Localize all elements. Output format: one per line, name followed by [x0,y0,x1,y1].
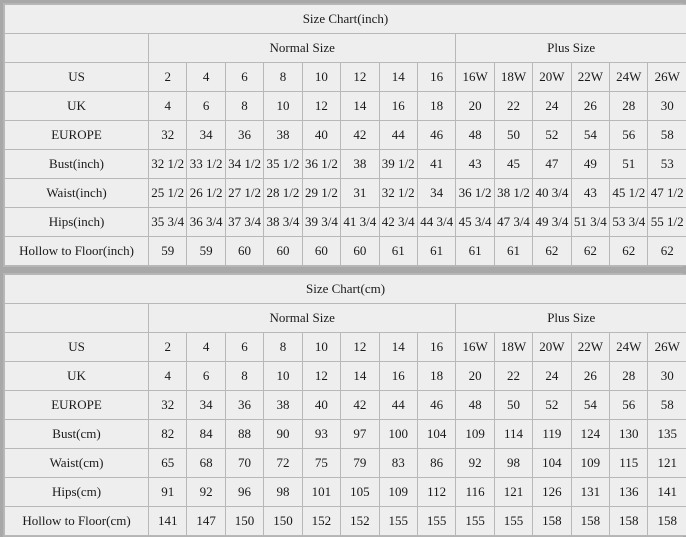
group-header-normal: Normal Size [149,304,456,333]
table-cell: 46 [417,121,455,150]
table-cell: 14 [379,333,417,362]
table-cell: 29 1/2 [302,179,340,208]
table-cell: 45 [494,150,532,179]
table-cell: 158 [533,507,571,536]
table-cell: 30 [648,92,686,121]
table-cell: 16 [417,63,455,92]
table-cell: 18 [417,362,455,391]
table-cell: 79 [341,449,379,478]
table-cell: 43 [571,179,609,208]
table-cell: 65 [149,449,187,478]
table-cell: 43 [456,150,494,179]
table-cell: 22W [571,333,609,362]
table-cell: 155 [456,507,494,536]
table-cell: 53 3/4 [610,208,648,237]
table-cell: 130 [610,420,648,449]
table-cell: 44 [379,391,417,420]
table-cell: 53 [648,150,686,179]
table-cell: 24 [533,362,571,391]
table-cell: 119 [533,420,571,449]
table-cell: 32 1/2 [379,179,417,208]
table-cell: 150 [264,507,302,536]
table-cell: 54 [571,121,609,150]
table-cell: 54 [571,391,609,420]
table-cell: 38 1/2 [494,179,532,208]
table-cell: 86 [417,449,455,478]
table-cell: 41 [417,150,455,179]
table-cell: 93 [302,420,340,449]
table-cell: 34 [417,179,455,208]
table-cell: 20W [533,333,571,362]
table-cell: 42 [341,391,379,420]
table-cell: 121 [648,449,686,478]
table-cell: 24 [533,92,571,121]
table-cell: 44 3/4 [417,208,455,237]
size-chart-block [3,3,683,267]
table-cell: 10 [264,362,302,391]
table-cell: 155 [417,507,455,536]
table-cell: 101 [302,478,340,507]
table-cell: 88 [225,420,263,449]
chart-title-row [5,5,686,34]
table-cell: 136 [610,478,648,507]
table-cell: 36 [225,121,263,150]
table-cell: 8 [225,362,263,391]
table-row [5,391,686,420]
table-cell: 32 1/2 [149,150,187,179]
table-cell: 115 [610,449,648,478]
table-cell: 98 [264,478,302,507]
group-header-plus: Plus Size [456,34,686,63]
table-cell: 8 [225,92,263,121]
table-cell: 42 3/4 [379,208,417,237]
table-row [5,208,686,237]
table-cell: 44 [379,121,417,150]
table-corner-cell [5,34,149,63]
row-label: EUROPE [5,391,149,420]
table-cell: 8 [264,333,302,362]
table-cell: 58 [648,121,686,150]
table-cell: 52 [533,391,571,420]
table-cell: 4 [149,92,187,121]
table-cell: 126 [533,478,571,507]
table-cell: 22W [571,63,609,92]
table-cell: 98 [494,449,532,478]
table-cell: 22 [494,362,532,391]
table-cell: 40 3/4 [533,179,571,208]
table-cell: 116 [456,478,494,507]
table-row [5,478,686,507]
table-cell: 32 [149,121,187,150]
table-cell: 38 [341,150,379,179]
table-cell: 38 [264,391,302,420]
table-cell: 51 [610,150,648,179]
table-cell: 39 3/4 [302,208,340,237]
table-cell: 35 1/2 [264,150,302,179]
table-cell: 12 [341,63,379,92]
table-row [5,420,686,449]
table-cell: 90 [264,420,302,449]
table-cell: 33 1/2 [187,150,225,179]
table-cell: 158 [610,507,648,536]
table-cell: 152 [302,507,340,536]
table-cell: 16 [379,362,417,391]
table-cell: 35 3/4 [149,208,187,237]
table-cell: 60 [302,237,340,266]
table-cell: 50 [494,391,532,420]
table-cell: 59 [149,237,187,266]
group-header-normal: Normal Size [149,34,456,63]
table-cell: 18W [494,63,532,92]
size-chart-table [4,274,686,536]
table-cell: 36 1/2 [456,179,494,208]
table-cell: 109 [571,449,609,478]
table-cell: 6 [225,333,263,362]
table-cell: 48 [456,121,494,150]
table-cell: 31 [341,179,379,208]
table-cell: 92 [456,449,494,478]
table-cell: 45 1/2 [610,179,648,208]
table-row [5,150,686,179]
table-cell: 82 [149,420,187,449]
table-cell: 24W [610,63,648,92]
table-cell: 6 [187,92,225,121]
table-cell: 6 [225,63,263,92]
table-cell: 26 1/2 [187,179,225,208]
table-cell: 10 [302,333,340,362]
table-cell: 109 [379,478,417,507]
table-cell: 58 [648,391,686,420]
table-cell: 12 [302,92,340,121]
table-cell: 6 [187,362,225,391]
table-cell: 39 1/2 [379,150,417,179]
table-cell: 83 [379,449,417,478]
table-row [5,333,686,362]
table-cell: 4 [187,63,225,92]
table-cell: 104 [417,420,455,449]
table-cell: 32 [149,391,187,420]
table-cell: 14 [341,92,379,121]
table-cell: 38 3/4 [264,208,302,237]
table-cell: 34 1/2 [225,150,263,179]
table-cell: 49 3/4 [533,208,571,237]
table-cell: 60 [225,237,263,266]
table-row [5,121,686,150]
table-cell: 61 [417,237,455,266]
table-cell: 28 [610,362,648,391]
table-cell: 10 [264,92,302,121]
table-cell: 61 [456,237,494,266]
table-cell: 14 [341,362,379,391]
table-cell: 28 1/2 [264,179,302,208]
table-cell: 2 [149,333,187,362]
table-cell: 124 [571,420,609,449]
table-cell: 158 [571,507,609,536]
table-cell: 109 [456,420,494,449]
table-corner-cell [5,304,149,333]
table-cell: 41 3/4 [341,208,379,237]
row-label: Hips(cm) [5,478,149,507]
row-label: Waist(cm) [5,449,149,478]
table-cell: 68 [187,449,225,478]
table-cell: 84 [187,420,225,449]
table-cell: 158 [648,507,686,536]
table-cell: 155 [494,507,532,536]
table-cell: 91 [149,478,187,507]
table-cell: 20 [456,92,494,121]
table-cell: 26W [648,63,686,92]
row-label: Waist(inch) [5,179,149,208]
size-chart-page [0,3,686,537]
table-cell: 26W [648,333,686,362]
table-cell: 26 [571,362,609,391]
table-cell: 135 [648,420,686,449]
table-cell: 36 1/2 [302,150,340,179]
row-label: Hips(inch) [5,208,149,237]
table-cell: 34 [187,391,225,420]
table-cell: 75 [302,449,340,478]
table-cell: 141 [149,507,187,536]
table-cell: 22 [494,92,532,121]
table-cell: 40 [302,391,340,420]
table-cell: 12 [341,333,379,362]
table-cell: 131 [571,478,609,507]
table-cell: 47 1/2 [648,179,686,208]
table-cell: 96 [225,478,263,507]
row-label: Hollow to Floor(inch) [5,237,149,266]
size-chart-block [3,273,683,537]
table-cell: 37 3/4 [225,208,263,237]
row-label: EUROPE [5,121,149,150]
table-cell: 10 [302,63,340,92]
table-cell: 61 [379,237,417,266]
table-cell: 2 [149,63,187,92]
table-cell: 20 [456,362,494,391]
table-cell: 105 [341,478,379,507]
table-cell: 97 [341,420,379,449]
table-cell: 152 [341,507,379,536]
table-row [5,92,686,121]
table-cell: 62 [533,237,571,266]
table-cell: 16 [379,92,417,121]
table-cell: 104 [533,449,571,478]
table-cell: 70 [225,449,263,478]
size-chart-table [4,4,686,266]
table-cell: 56 [610,121,648,150]
row-label: Bust(inch) [5,150,149,179]
table-cell: 14 [379,63,417,92]
table-cell: 48 [456,391,494,420]
table-cell: 18 [417,92,455,121]
table-cell: 62 [610,237,648,266]
table-cell: 51 3/4 [571,208,609,237]
table-cell: 46 [417,391,455,420]
chart-title-row [5,275,686,304]
table-cell: 56 [610,391,648,420]
table-row [5,449,686,478]
table-cell: 147 [187,507,225,536]
table-cell: 36 [225,391,263,420]
table-cell: 55 1/2 [648,208,686,237]
table-cell: 62 [648,237,686,266]
table-cell: 38 [264,121,302,150]
table-cell: 59 [187,237,225,266]
table-cell: 4 [187,333,225,362]
table-cell: 4 [149,362,187,391]
row-label: US [5,63,149,92]
table-cell: 25 1/2 [149,179,187,208]
table-cell: 47 [533,150,571,179]
table-cell: 114 [494,420,532,449]
table-cell: 49 [571,150,609,179]
table-row [5,179,686,208]
table-cell: 24W [610,333,648,362]
table-cell: 42 [341,121,379,150]
table-row [5,63,686,92]
table-cell: 36 3/4 [187,208,225,237]
table-cell: 60 [264,237,302,266]
table-cell: 40 [302,121,340,150]
table-cell: 34 [187,121,225,150]
table-cell: 150 [225,507,263,536]
table-cell: 72 [264,449,302,478]
table-cell: 8 [264,63,302,92]
table-cell: 16 [417,333,455,362]
table-cell: 92 [187,478,225,507]
table-cell: 62 [571,237,609,266]
table-row [5,507,686,536]
group-header-row [5,304,686,333]
table-cell: 12 [302,362,340,391]
row-label: UK [5,362,149,391]
table-cell: 27 1/2 [225,179,263,208]
table-cell: 52 [533,121,571,150]
chart-title: Size Chart(inch) [5,5,686,34]
table-cell: 28 [610,92,648,121]
table-cell: 155 [379,507,417,536]
table-cell: 50 [494,121,532,150]
table-row [5,362,686,391]
group-header-row [5,34,686,63]
table-cell: 112 [417,478,455,507]
table-cell: 100 [379,420,417,449]
group-header-plus: Plus Size [456,304,686,333]
table-cell: 16W [456,63,494,92]
table-cell: 45 3/4 [456,208,494,237]
table-cell: 47 3/4 [494,208,532,237]
table-cell: 60 [341,237,379,266]
table-cell: 20W [533,63,571,92]
table-row [5,237,686,266]
row-label: UK [5,92,149,121]
table-cell: 26 [571,92,609,121]
table-cell: 121 [494,478,532,507]
table-cell: 61 [494,237,532,266]
table-cell: 141 [648,478,686,507]
row-label: Hollow to Floor(cm) [5,507,149,536]
table-cell: 30 [648,362,686,391]
table-cell: 16W [456,333,494,362]
row-label: US [5,333,149,362]
table-cell: 18W [494,333,532,362]
row-label: Bust(cm) [5,420,149,449]
chart-title: Size Chart(cm) [5,275,686,304]
